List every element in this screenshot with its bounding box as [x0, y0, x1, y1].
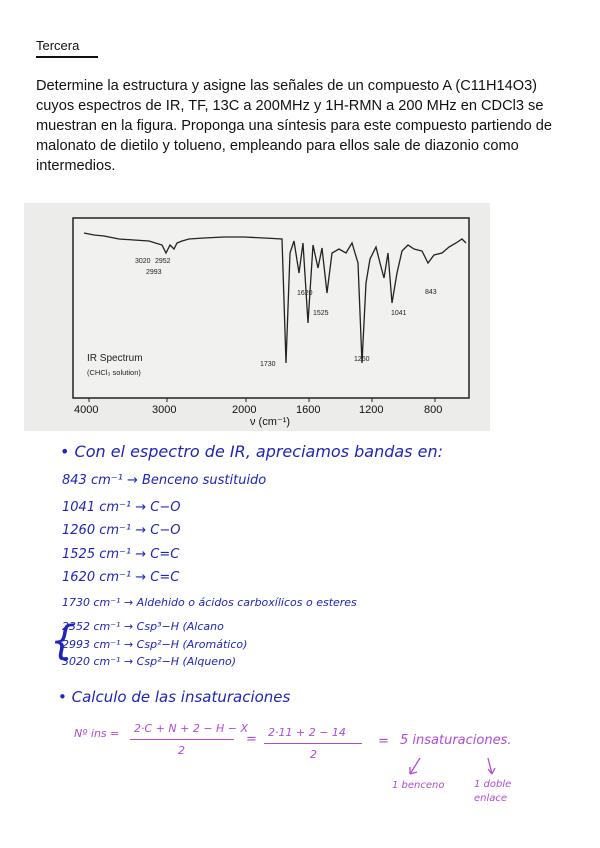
x-tick-4000: 4000: [74, 404, 99, 416]
fraction-bar: [130, 739, 234, 740]
sub-doble-enlace: 1 doble enlace: [474, 779, 512, 804]
peak-label-1620: 1620: [297, 290, 313, 297]
ir-spectrum-figure: [24, 203, 490, 431]
band-1620: 1620 cm⁻¹ → C=C: [62, 570, 180, 585]
x-tick-3000: 3000: [152, 404, 177, 416]
notes-intro: • Con el espectro de IR, apreciamos bandas en:: [60, 442, 443, 461]
spectrum-subtitle: (CHCl₃ solution): [87, 368, 141, 377]
band-1730: 1730 cm⁻¹ → Aldehido o ácidos carboxílicos o esteres: [62, 596, 357, 609]
formula-equals: =: [246, 732, 257, 747]
x-tick-800: 800: [424, 404, 443, 416]
peak-label-3020: 3020: [135, 258, 151, 265]
band-1525: 1525 cm⁻¹ → C=C: [62, 547, 180, 562]
formula-equals-2: =: [378, 734, 389, 749]
band-1041: 1041 cm⁻¹ → C−O: [62, 500, 181, 515]
peak-label-1041: 1041: [391, 310, 407, 317]
peak-label-1525: 1525: [313, 310, 329, 317]
section-heading: Tercera: [36, 38, 80, 53]
formula-numerator: 2·C + N + 2 − H − X: [134, 722, 249, 735]
x-tick-1600: 1600: [296, 404, 321, 416]
fraction-bar-2: [264, 743, 362, 744]
ch-band-2352: 2352 cm⁻¹ → Csp³−H (Alcano: [62, 620, 224, 633]
peak-label-2993: 2993: [146, 269, 162, 276]
formula-label: Nº ins =: [74, 727, 120, 740]
x-axis-label: ν (cm⁻¹): [250, 416, 291, 428]
peak-label-843: 843: [425, 289, 437, 296]
result: 5 insaturaciones.: [400, 733, 512, 748]
sub-benceno: 1 benceno: [392, 780, 445, 791]
formula-denominator-2: 2: [310, 748, 317, 761]
x-tick-1200: 1200: [359, 404, 384, 416]
insaturation-heading: • Calculo de las insaturaciones: [58, 688, 291, 706]
ch-band-3020: 3020 cm⁻¹ → Csp²−H (Alqueno): [62, 655, 237, 668]
problem-statement: Determine la estructura y asigne las señales de un compuesto A (C11H14O3) cuyos espectros de IR, TF, 13C a 200MHz y 1H-RMN a 200 MHz en CDCl3 se muestran en la figura. Proponga una síntesis para este compuesto partiendo de malonato de dietilo y tolueno, empleando para ellos sale de diazonio como intermedios.: [36, 78, 552, 174]
brace-icon: {: [50, 618, 76, 664]
formula-denominator: 2: [178, 744, 185, 757]
peak-label-1730: 1730: [260, 361, 276, 368]
x-tick-2000: 2000: [232, 404, 257, 416]
band-1260: 1260 cm⁻¹ → C−O: [62, 523, 181, 538]
band-843: 843 cm⁻¹ → Benceno sustituido: [62, 473, 267, 488]
spectrum-title: IR Spectrum: [87, 353, 143, 364]
ch-band-2993: 2993 cm⁻¹ → Csp²−H (Aromático): [62, 638, 248, 651]
heading-underline: [36, 56, 98, 58]
peak-label-2952: 2952: [155, 258, 171, 265]
formula-numerator-2: 2·11 + 2 − 14: [268, 726, 346, 739]
peak-label-1260: 1260: [354, 356, 370, 363]
